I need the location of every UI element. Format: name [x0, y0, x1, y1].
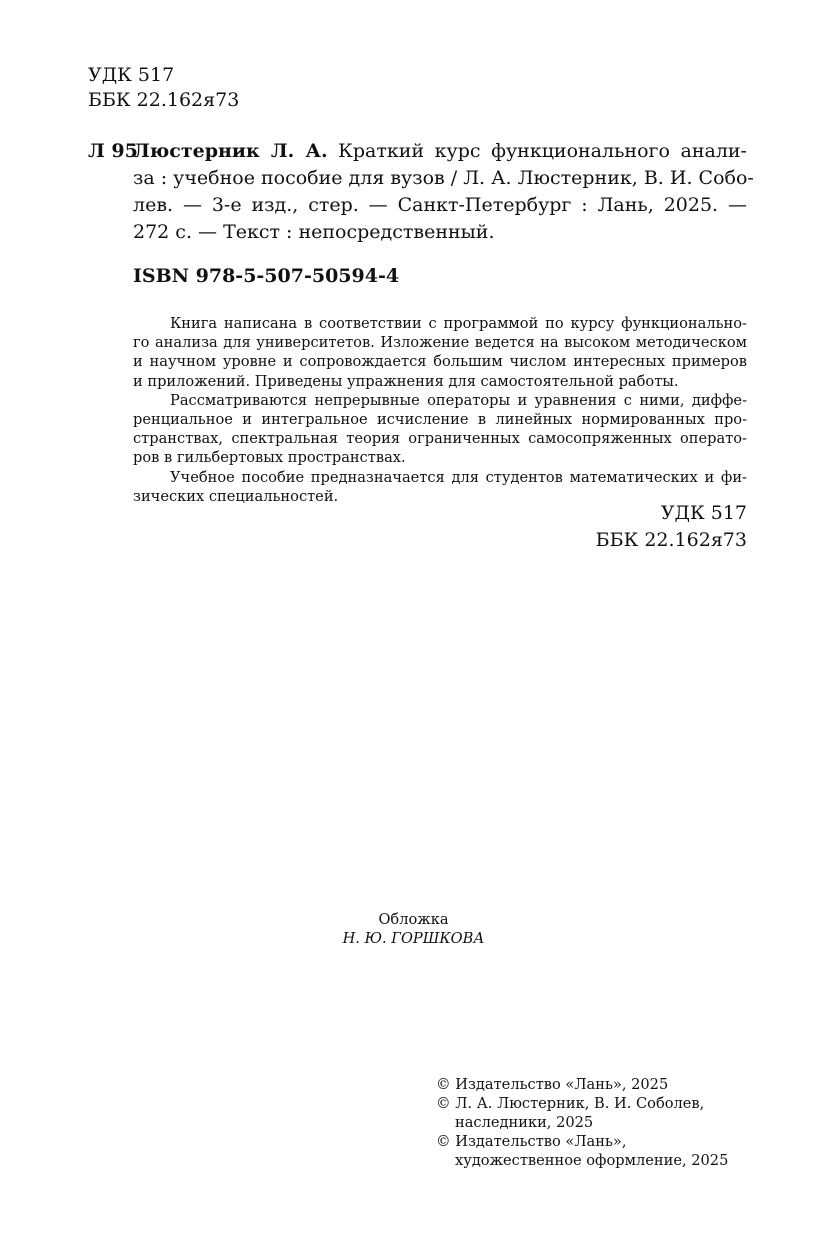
copyright-line: © Издательство «Лань», — [436, 1133, 627, 1150]
biblio-line-3: лев. — 3-е изд., стер. — Санкт-Петербург : Лань, 2025. — — [133, 194, 747, 216]
biblio-line-1 — [133, 138, 747, 165]
annotation-line: Рассматриваются непрерывные операторы и уравнения с ними, диффе- — [170, 391, 747, 409]
biblio-line-4: 272 с. — Текст : непосредственный. — [133, 221, 495, 243]
cover-credit — [0, 910, 827, 948]
annotation-line: Учебное пособие предназначается для студентов математических и фи- — [170, 468, 747, 486]
annotation-line: го анализа для университетов. Изложение ведется на высоком методическом — [133, 334, 747, 352]
copyright-line: © Издательство «Лань», 2025 — [436, 1076, 669, 1093]
annotation-line: и приложений. Приведены упражнения для самостоятельной работы. — [133, 372, 679, 390]
biblio-line-2: за : учебное пособие для вузов / Л. А. Люстерник, В. И. Собо- — [133, 167, 754, 189]
cover-label: Обложка — [378, 911, 449, 928]
udk-header-bbk: ББК 22.162я73 — [88, 89, 240, 111]
udk-footer-bbk: ББК 22.162я73 — [595, 529, 747, 551]
udk-header-udk: УДК 517 — [88, 64, 175, 86]
copyright-line: художественное оформление, 2025 — [455, 1152, 729, 1169]
copyright-line: © Л. А. Люстерник, В. И. Соболев, — [436, 1095, 705, 1112]
udk-footer-udk: УДК 517 — [660, 502, 747, 524]
cover-designer: Н. Ю. ГОРШКОВА — [342, 930, 485, 947]
annotation-line: зических специальностей. — [133, 487, 339, 505]
biblio-author: Люстерник Л. А. — [133, 140, 328, 162]
annotation-line: ренциальное и интегральное исчисление в линейных нормированных про- — [133, 411, 747, 429]
annotation-line: и научном уровне и сопровождается большим числом интересных примеров — [133, 353, 747, 371]
annotation-line: странствах, спектральная теория ограниченных самосопряженных операто- — [133, 430, 747, 448]
annotation-line: ров в гильбертовых пространствах. — [133, 449, 406, 467]
copyright-block — [436, 1075, 728, 1170]
bibliographic-record — [133, 138, 754, 246]
udk-header-block — [88, 63, 239, 113]
author-code: Л 95 — [88, 140, 138, 162]
isbn: ISBN 978-5-507-50594-4 — [133, 265, 400, 287]
udk-footer-block — [596, 500, 747, 554]
copyright-line: наследники, 2025 — [455, 1114, 594, 1131]
biblio-title-start: Краткий курс функционального анали- — [327, 140, 747, 162]
annotation — [133, 314, 747, 506]
annotation-line: Книга написана в соответствии с программой по курсу функционально- — [170, 315, 747, 332]
